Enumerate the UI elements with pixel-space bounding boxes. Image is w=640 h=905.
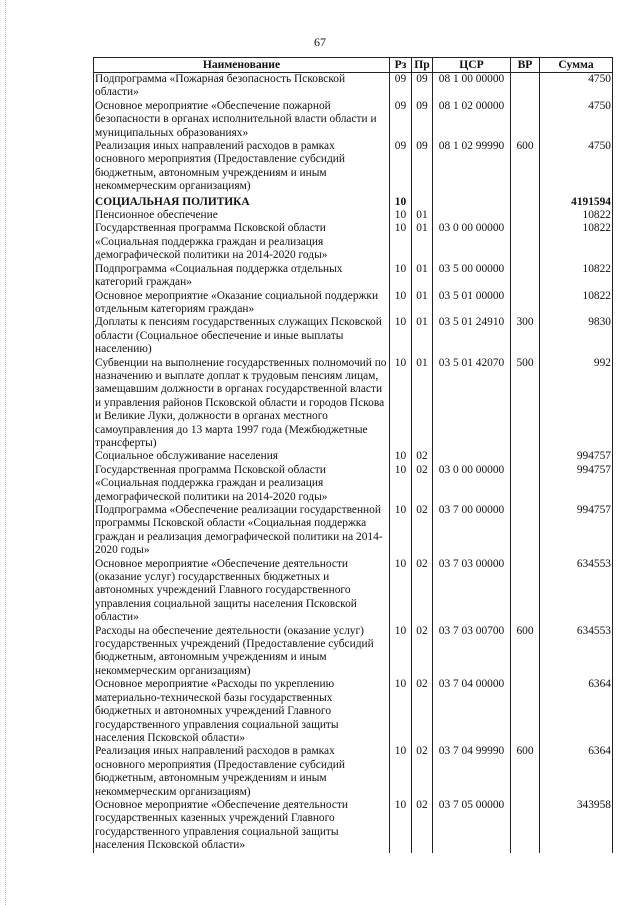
row-rz: 10 bbox=[390, 625, 412, 679]
row-name: Основное мероприятие «Оказание социальной поддержки отдельным категориям граждан» bbox=[94, 290, 390, 317]
row-sum: 634553 bbox=[540, 558, 613, 625]
row-name: Реализация иных направлений расходов в рамках основного мероприятия (Предоставление субсидий бюджетным, автономным учреждениям и иным некоммерческим организациям) bbox=[94, 745, 390, 799]
row-vr bbox=[511, 799, 540, 853]
row-pr: 01 bbox=[412, 209, 433, 222]
row-name: Доплаты к пенсиям государственных служащих Псковской области (Социальное обеспечение и иные выплаты населению) bbox=[94, 316, 390, 356]
row-csr bbox=[433, 450, 511, 463]
row-pr: 02 bbox=[412, 504, 433, 558]
row-vr bbox=[511, 73, 540, 100]
header-sum: Сумма bbox=[540, 58, 613, 73]
row-pr: 02 bbox=[412, 799, 433, 853]
table-row bbox=[94, 558, 613, 625]
row-sum: 4750 bbox=[540, 73, 613, 100]
row-rz: 10 bbox=[390, 504, 412, 558]
row-csr: 08 1 02 00000 bbox=[433, 100, 511, 140]
row-sum: 10822 bbox=[540, 290, 613, 317]
row-pr: 02 bbox=[412, 745, 433, 799]
row-sum: 634553 bbox=[540, 625, 613, 679]
row-csr: 03 5 01 42070 bbox=[433, 357, 511, 451]
row-name: Основное мероприятие «Обеспечение деятельности (оказание услуг) государственных бюджетных и автономных учреждений Главного государственного управления социальной защиты населения Псковской области» bbox=[94, 558, 390, 625]
row-pr: 02 bbox=[412, 625, 433, 679]
header-name: Наименование bbox=[94, 58, 390, 73]
row-sum: 994757 bbox=[540, 504, 613, 558]
row-rz: 10 bbox=[390, 799, 412, 853]
row-pr: 01 bbox=[412, 316, 433, 356]
row-csr: 03 7 00 00000 bbox=[433, 504, 511, 558]
row-name: Реализация иных направлений расходов в рамках основного мероприятия (Предоставление субсидий бюджетным, автономным учреждениям и иным некоммерческим организациям) bbox=[94, 140, 390, 194]
row-name: Социальное обслуживание населения bbox=[94, 450, 390, 463]
page-number: 67 bbox=[314, 35, 326, 49]
row-csr: 03 5 01 24910 bbox=[433, 316, 511, 356]
row-rz: 10 bbox=[390, 263, 412, 290]
row-sum: 4191594 bbox=[540, 194, 613, 209]
row-sum: 6364 bbox=[540, 678, 613, 745]
row-pr: 01 bbox=[412, 357, 433, 451]
row-csr: 03 7 04 99990 bbox=[433, 745, 511, 799]
row-rz: 10 bbox=[390, 357, 412, 451]
row-name: Государственная программа Псковской области «Социальная поддержка граждан и реализация демографической политики на 2014-2020 годы» bbox=[94, 464, 390, 504]
row-vr bbox=[511, 209, 540, 222]
row-name: СОЦИАЛЬНАЯ ПОЛИТИКА bbox=[94, 194, 390, 209]
row-sum: 10822 bbox=[540, 222, 613, 262]
row-vr bbox=[511, 504, 540, 558]
table-row bbox=[94, 450, 613, 463]
row-vr bbox=[511, 450, 540, 463]
row-csr: 03 7 03 00000 bbox=[433, 558, 511, 625]
table-row bbox=[94, 464, 613, 504]
table-row bbox=[94, 504, 613, 558]
row-vr bbox=[511, 290, 540, 317]
table-row bbox=[94, 140, 613, 194]
header-vr: ВР bbox=[511, 58, 540, 73]
row-pr: 01 bbox=[412, 263, 433, 290]
row-csr: 03 7 03 00700 bbox=[433, 625, 511, 679]
row-sum: 343958 bbox=[540, 799, 613, 853]
table-row bbox=[94, 222, 613, 262]
row-rz: 09 bbox=[390, 140, 412, 194]
row-vr bbox=[511, 100, 540, 140]
row-rz: 09 bbox=[390, 73, 412, 100]
row-pr: 09 bbox=[412, 140, 433, 194]
row-vr bbox=[511, 678, 540, 745]
table-row bbox=[94, 745, 613, 799]
row-pr: 02 bbox=[412, 464, 433, 504]
row-vr: 500 bbox=[511, 357, 540, 451]
row-pr bbox=[412, 194, 433, 209]
row-pr: 09 bbox=[412, 73, 433, 100]
row-csr: 03 7 05 00000 bbox=[433, 799, 511, 853]
table-row bbox=[94, 678, 613, 745]
table-row bbox=[94, 290, 613, 317]
table-row bbox=[94, 263, 613, 290]
table-row bbox=[94, 209, 613, 222]
row-pr: 02 bbox=[412, 678, 433, 745]
row-rz: 10 bbox=[390, 745, 412, 799]
header-rz: Рз bbox=[390, 58, 412, 73]
row-name: Подпрограмма «Обеспечение реализации государственной программы Псковской области «Социальная поддержка граждан и реализация демографической политики на 2014-2020 годы» bbox=[94, 504, 390, 558]
row-sum: 10822 bbox=[540, 263, 613, 290]
row-rz: 10 bbox=[390, 316, 412, 356]
table-row bbox=[94, 799, 613, 853]
row-sum: 994757 bbox=[540, 450, 613, 463]
row-name: Подпрограмма «Пожарная безопасность Псковской области» bbox=[94, 73, 390, 100]
row-rz: 10 bbox=[390, 450, 412, 463]
row-pr: 02 bbox=[412, 450, 433, 463]
row-csr bbox=[433, 194, 511, 209]
row-rz: 10 bbox=[390, 209, 412, 222]
row-rz: 10 bbox=[390, 290, 412, 317]
row-name: Основное мероприятие «Обеспечение деятельности государственных казенных учреждений Главного государственного управления социальной защиты населения Псковской области» bbox=[94, 799, 390, 853]
row-name: Пенсионное обеспечение bbox=[94, 209, 390, 222]
row-csr: 03 5 01 00000 bbox=[433, 290, 511, 317]
row-rz: 10 bbox=[390, 194, 412, 209]
row-vr: 600 bbox=[511, 625, 540, 679]
table-row bbox=[94, 316, 613, 356]
row-pr: 01 bbox=[412, 222, 433, 262]
row-sum: 994757 bbox=[540, 464, 613, 504]
table-row bbox=[94, 357, 613, 451]
row-name: Подпрограмма «Социальная поддержка отдельных категорий граждан» bbox=[94, 263, 390, 290]
row-csr: 03 7 04 00000 bbox=[433, 678, 511, 745]
row-vr bbox=[511, 263, 540, 290]
row-sum: 992 bbox=[540, 357, 613, 451]
row-pr: 01 bbox=[412, 290, 433, 317]
row-pr: 09 bbox=[412, 100, 433, 140]
row-vr: 600 bbox=[511, 745, 540, 799]
table-header-row bbox=[94, 58, 613, 73]
row-vr bbox=[511, 464, 540, 504]
row-vr bbox=[511, 558, 540, 625]
header-csr: ЦСР bbox=[433, 58, 511, 73]
row-rz: 09 bbox=[390, 100, 412, 140]
header-pr: Пр bbox=[412, 58, 433, 73]
row-csr: 08 1 00 00000 bbox=[433, 73, 511, 100]
table-row bbox=[94, 100, 613, 140]
row-vr: 300 bbox=[511, 316, 540, 356]
row-name: Основное мероприятие «Обеспечение пожарной безопасности в органах исполнительной власти области и муниципальных образованиях» bbox=[94, 100, 390, 140]
table-row bbox=[94, 73, 613, 100]
row-csr: 08 1 02 99990 bbox=[433, 140, 511, 194]
row-vr bbox=[511, 194, 540, 209]
scan-edge bbox=[5, 0, 7, 905]
row-csr: 03 0 00 00000 bbox=[433, 222, 511, 262]
row-rz: 10 bbox=[390, 464, 412, 504]
row-sum: 4750 bbox=[540, 140, 613, 194]
row-rz: 10 bbox=[390, 678, 412, 745]
row-name: Расходы на обеспечение деятельности (оказание услуг) государственных учреждений (Предоставление субсидий бюджетным, автономным учреждениям и иным некоммерческим организациям) bbox=[94, 625, 390, 679]
row-name: Государственная программа Псковской области «Социальная поддержка граждан и реализация демографической политики на 2014-2020 годы» bbox=[94, 222, 390, 262]
table-row bbox=[94, 194, 613, 209]
row-csr bbox=[433, 209, 511, 222]
row-csr: 03 0 00 00000 bbox=[433, 464, 511, 504]
row-csr: 03 5 00 00000 bbox=[433, 263, 511, 290]
table-body bbox=[94, 73, 613, 853]
row-rz: 10 bbox=[390, 558, 412, 625]
row-sum: 9830 bbox=[540, 316, 613, 356]
row-name: Субвенции на выполнение государственных полномочий по назначению и выплате доплат к трудовым пенсиям лицам, замещавшим должности в органах государственной власти и управления районов Псковской области и городов Пскова и Великие Луки, должности в органах местного самоуправления до 13 марта 1997 года (Межбюджетные трансферты) bbox=[94, 357, 390, 451]
row-rz: 10 bbox=[390, 222, 412, 262]
row-sum: 10822 bbox=[540, 209, 613, 222]
row-vr bbox=[511, 222, 540, 262]
row-sum: 4750 bbox=[540, 100, 613, 140]
budget-table bbox=[93, 57, 613, 853]
row-sum: 6364 bbox=[540, 745, 613, 799]
row-pr: 02 bbox=[412, 558, 433, 625]
table-row bbox=[94, 625, 613, 679]
row-name: Основное мероприятие «Расходы по укреплению материально-технической базы государственных бюджетных и автономных учреждений Главного государственного управления социальной защиты населения Псковской области» bbox=[94, 678, 390, 745]
row-vr: 600 bbox=[511, 140, 540, 194]
